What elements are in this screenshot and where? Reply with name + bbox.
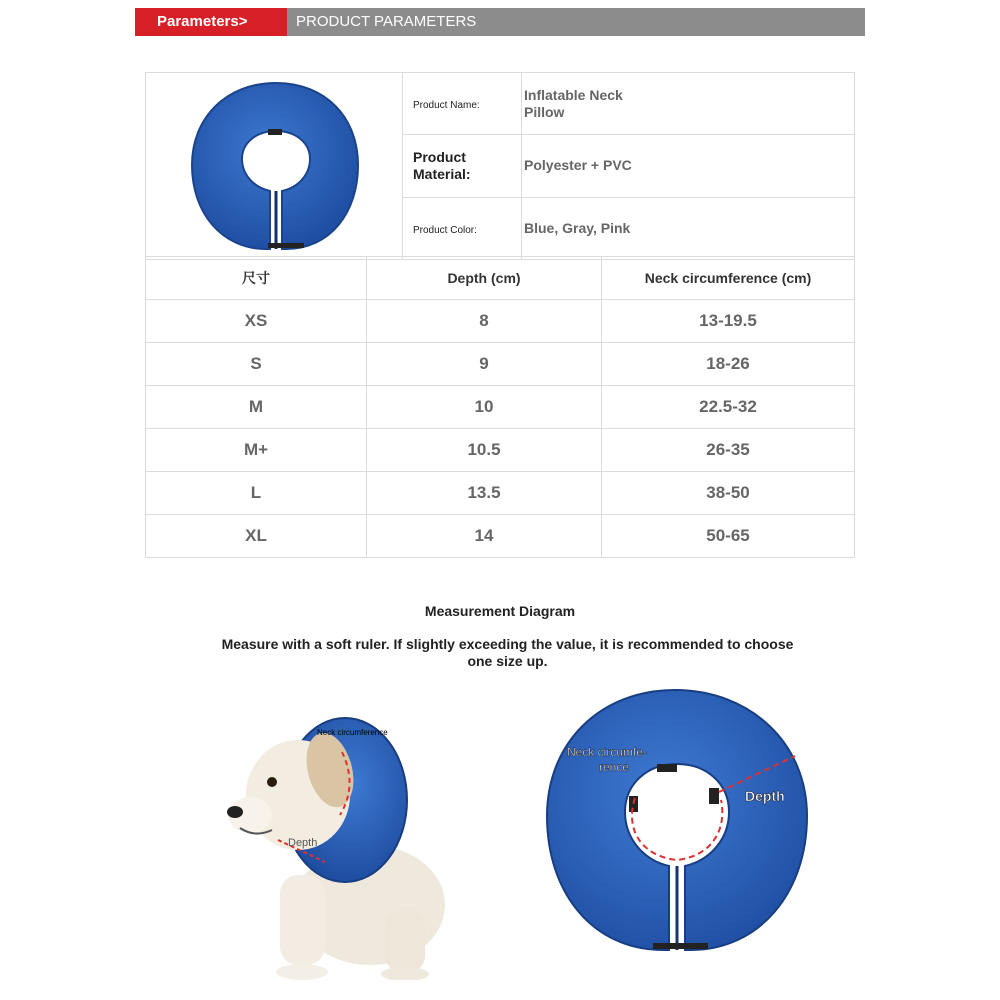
depth-cell: 14	[367, 515, 602, 558]
product-color-label: Product Color:	[413, 224, 477, 236]
neck-cell: 22.5-32	[602, 386, 855, 429]
neck-cell: 50-65	[602, 515, 855, 558]
neck-cell: 26-35	[602, 429, 855, 472]
size-table-header	[146, 257, 855, 300]
collar-neck-label-line1: Neck circumfe-	[567, 745, 648, 759]
depth-cell: 10.5	[367, 429, 602, 472]
depth-cell: 10	[367, 386, 602, 429]
table-row	[146, 429, 855, 472]
collar-product-image	[146, 73, 402, 255]
color-label-cell	[403, 197, 522, 259]
product-info-table	[145, 72, 855, 260]
depth-cell: 8	[367, 300, 602, 343]
name-label-cell	[403, 73, 522, 135]
neck-cell: 18-26	[602, 343, 855, 386]
table-row	[146, 300, 855, 343]
collar-neck-label-line2: rence	[599, 760, 630, 774]
size-cell: XS	[146, 300, 367, 343]
dog-neck-label: Neck circumference	[317, 728, 388, 737]
product-material-value: Polyester + PVC	[524, 157, 632, 174]
material-value-cell	[522, 135, 855, 197]
header-size: 尺寸	[146, 257, 367, 300]
header-depth: Depth (cm)	[367, 257, 602, 300]
product-color-value: Blue, Gray, Pink	[524, 219, 631, 236]
measurement-diagram-title: Measurement Diagram	[424, 603, 576, 619]
table-row	[146, 472, 855, 515]
size-cell: M	[146, 386, 367, 429]
size-cell: S	[146, 343, 367, 386]
product-name-label: Product Name:	[413, 100, 480, 112]
size-table	[145, 256, 855, 558]
collar-measurement-image	[545, 688, 810, 953]
neck-cell: 38-50	[602, 472, 855, 515]
neck-cell: 13-19.5	[602, 300, 855, 343]
product-material-label: Product Material:	[413, 148, 471, 182]
table-row	[146, 515, 855, 558]
product-name-value: Inflatable Neck Pillow	[524, 86, 623, 120]
size-cell: M+	[146, 429, 367, 472]
material-label-cell	[403, 135, 522, 197]
size-cell: L	[146, 472, 367, 515]
depth-cell: 9	[367, 343, 602, 386]
table-row	[146, 343, 855, 386]
table-row	[146, 386, 855, 429]
name-value-cell	[522, 73, 855, 135]
dog-with-collar-image	[220, 690, 470, 980]
color-value-cell	[522, 197, 855, 259]
depth-cell: 13.5	[367, 472, 602, 515]
measurement-note: Measure with a soft ruler. If slightly exceeding the value, it is recommended to choose one size up.	[221, 636, 794, 669]
collar-depth-label: Depth	[745, 788, 785, 804]
section-title: PRODUCT PARAMETERS	[296, 13, 477, 30]
parameters-tag: Parameters>	[135, 8, 287, 36]
product-image-cell	[146, 73, 403, 260]
header-neck: Neck circumference (cm)	[602, 257, 855, 300]
dog-depth-label: Depth	[288, 837, 318, 849]
size-cell: XL	[146, 515, 367, 558]
